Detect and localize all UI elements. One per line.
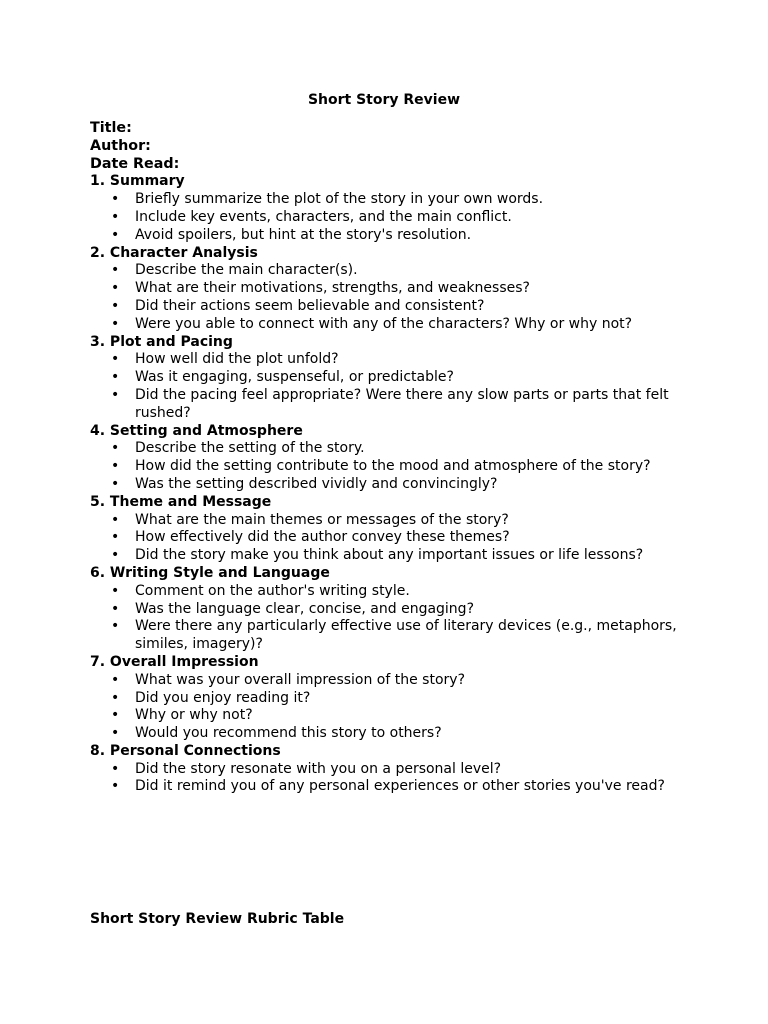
list-item: • Were you able to connect with any of the characters? Why or why not? — [90, 316, 690, 334]
date-read-label: Date Read: — [90, 155, 180, 172]
rubric-table-title: Short Story Review Rubric Table — [90, 911, 345, 927]
list-item: • What was your overall impression of the story? — [90, 672, 690, 690]
list-item: • How well did the plot unfold? — [90, 351, 690, 369]
bullet-list — [90, 351, 690, 422]
section-heading: 3. Plot and Pacing — [90, 333, 233, 350]
section-heading: 7. Overall Impression — [90, 653, 259, 670]
section-character-analysis — [90, 245, 690, 334]
list-item: • Did their actions seem believable and consistent? — [90, 298, 690, 316]
list-item: • Comment on the author's writing style. — [90, 583, 690, 601]
section-plot-and-pacing — [90, 334, 690, 423]
list-item: • Did the pacing feel appropriate? Were there any slow parts or parts that felt rushed? — [90, 387, 690, 423]
section-personal-connections — [90, 743, 690, 796]
review-content — [90, 120, 690, 796]
list-item: • Did the story make you think about any important issues or life lessons? — [90, 547, 690, 565]
list-item: • Briefly summarize the plot of the story in your own words. — [90, 191, 690, 209]
list-item: • How did the setting contribute to the mood and atmosphere of the story? — [90, 458, 690, 476]
list-item: • What are their motivations, strengths, and weaknesses? — [90, 280, 690, 298]
section-heading: 4. Setting and Atmosphere — [90, 422, 303, 439]
bullet-list — [90, 191, 690, 244]
bullet-list — [90, 672, 690, 743]
title-label: Title: — [90, 120, 132, 136]
list-item: • Describe the setting of the story. — [90, 440, 690, 458]
section-overall-impression — [90, 654, 690, 743]
bullet-list — [90, 512, 690, 565]
section-heading: 5. Theme and Message — [90, 493, 272, 510]
list-item: • Did the story resonate with you on a personal level? — [90, 761, 690, 779]
section-summary — [90, 173, 690, 244]
list-item: • Would you recommend this story to others? — [90, 725, 690, 743]
list-item: • Describe the main character(s). — [90, 262, 690, 280]
section-writing-style — [90, 565, 690, 654]
bullet-list — [90, 262, 690, 333]
list-item: • Were there any particularly effective use of literary devices (e.g., metaphors, similes, imagery)? — [90, 618, 690, 654]
bullet-list — [90, 761, 690, 797]
section-heading: 8. Personal Connections — [90, 742, 281, 759]
bullet-list — [90, 583, 690, 654]
list-item: • Why or why not? — [90, 707, 690, 725]
list-item: • Did you enjoy reading it? — [90, 690, 690, 708]
list-item: • Did it remind you of any personal experiences or other stories you've read? — [90, 778, 690, 796]
list-item: • Avoid spoilers, but hint at the story's resolution. — [90, 227, 690, 245]
document-title: Short Story Review — [307, 92, 461, 108]
list-item: • How effectively did the author convey these themes? — [90, 529, 690, 547]
author-label: Author: — [90, 137, 151, 154]
section-heading: 6. Writing Style and Language — [90, 564, 330, 581]
list-item: • Was the setting described vividly and convincingly? — [90, 476, 690, 494]
bullet-list — [90, 440, 690, 493]
section-setting-and-atmosphere — [90, 423, 690, 494]
section-heading: 2. Character Analysis — [90, 244, 258, 261]
list-item: • Include key events, characters, and the main conflict. — [90, 209, 690, 227]
section-theme-and-message — [90, 494, 690, 565]
section-heading: 1. Summary — [90, 173, 185, 190]
list-item: • What are the main themes or messages of the story? — [90, 512, 690, 530]
list-item: • Was it engaging, suspenseful, or predictable? — [90, 369, 690, 387]
list-item: • Was the language clear, concise, and engaging? — [90, 601, 690, 619]
